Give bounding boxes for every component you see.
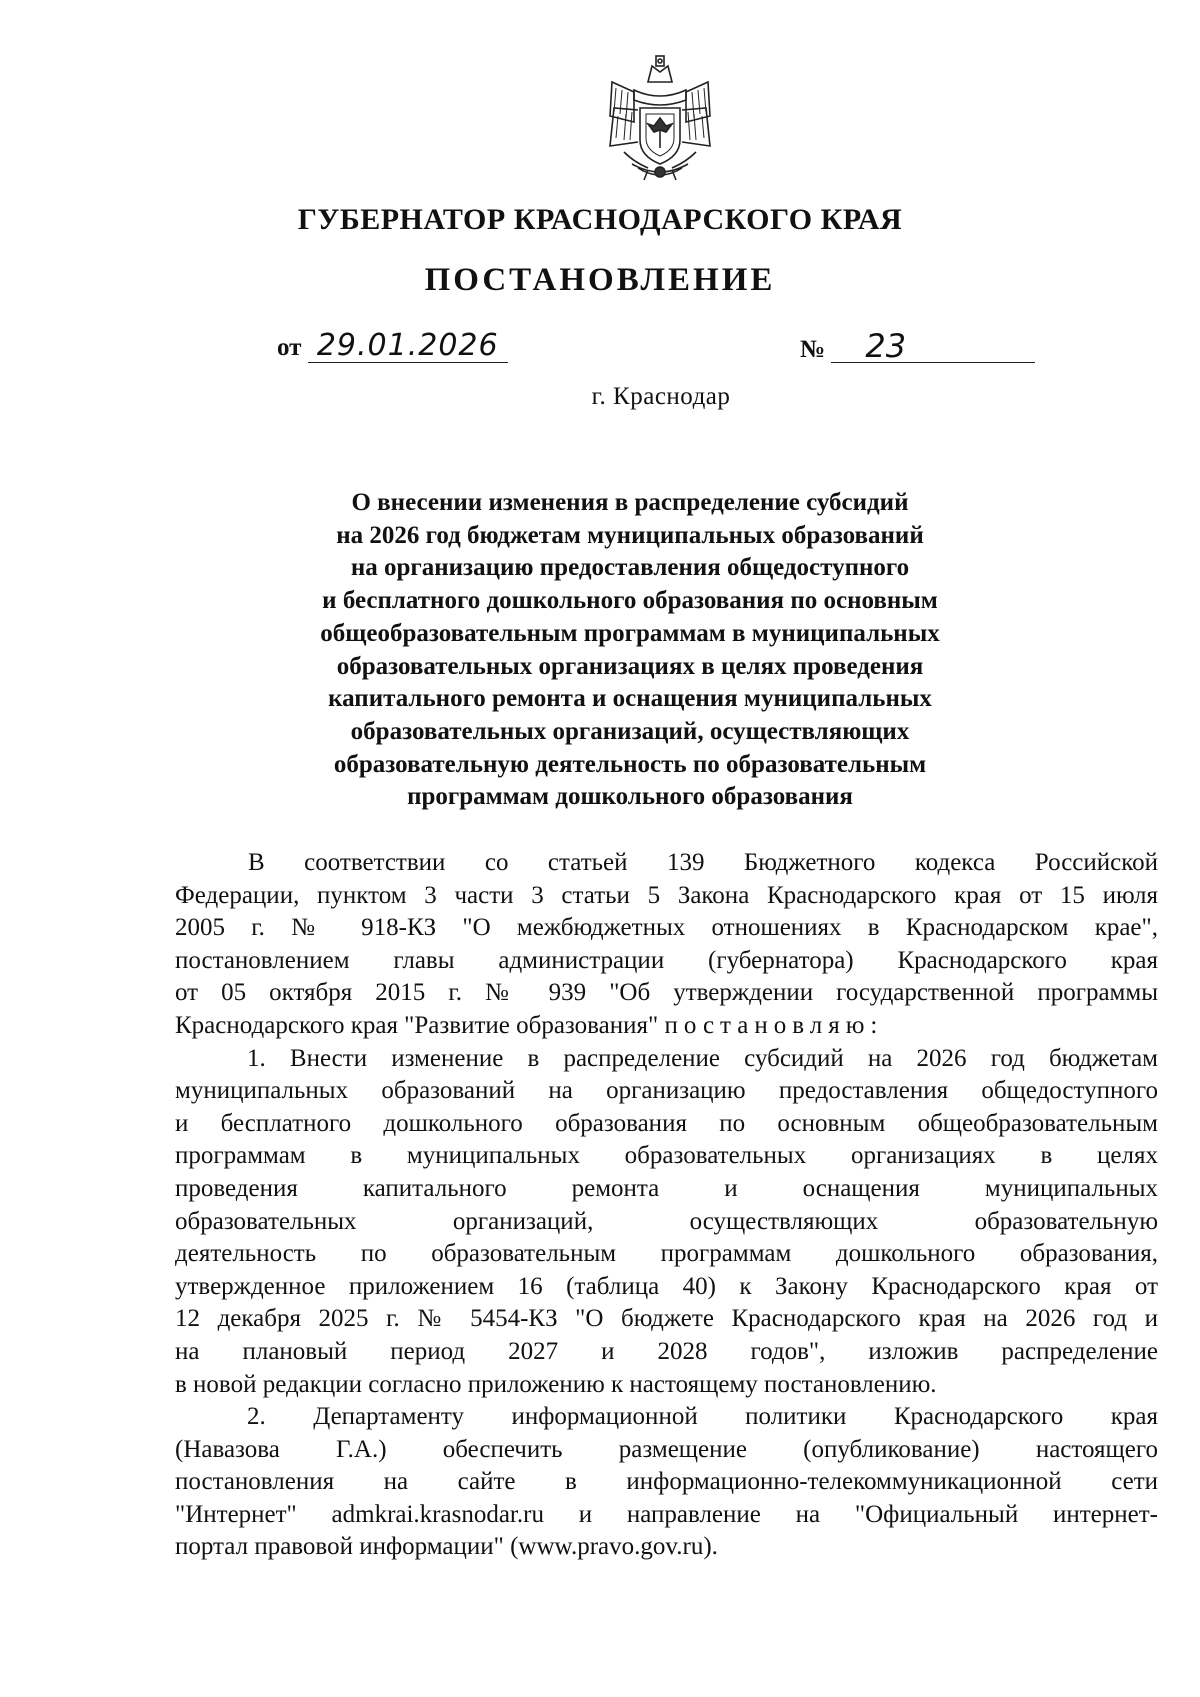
body-line: "Интернет" admkrai.krasnodar.ru и направление на "Официальный интернет- bbox=[175, 1500, 1158, 1528]
document-body bbox=[175, 847, 1158, 1564]
city-label: г. Краснодар bbox=[591, 383, 731, 410]
body-line-text: Краснодарского края "Развитие образования" bbox=[175, 1011, 659, 1039]
body-line: от 05 октября 2015 г. № 939 "Об утверждении государственной программы bbox=[175, 979, 1158, 1007]
body-line: портал правовой информации" (www.pravo.gov.ru). bbox=[175, 1533, 718, 1561]
document-title bbox=[230, 487, 1030, 814]
body-line: 12 декабря 2025 г. № 5454-КЗ "О бюджете Краснодарского края на 2026 год и bbox=[175, 1305, 1158, 1333]
body-line: программам в муниципальных образовательных организациях в целях bbox=[175, 1142, 1158, 1170]
body-line: 2. Департаменту информационной политики Краснодарского края bbox=[247, 1403, 1158, 1431]
body-line: и бесплатного дошкольного образования по основным общеобразовательным bbox=[175, 1109, 1158, 1137]
body-line: образовательных организаций, осуществляющих образовательную bbox=[175, 1207, 1158, 1235]
body-line: В соответствии со статьей 139 Бюджетного кодекса Российской bbox=[248, 849, 1158, 876]
body-line: постановления на сайте в информационно-телекоммуникационной сети bbox=[175, 1468, 1158, 1496]
title-line: О внесении изменения в распределение субсидий bbox=[351, 489, 909, 516]
body-line: в новой редакции согласно приложению к настоящему постановлению. bbox=[175, 1370, 937, 1398]
body-line-with-decree bbox=[175, 1010, 1158, 1043]
date-prefix: от bbox=[277, 334, 302, 361]
body-line: 2005 г. № 918-КЗ "О межбюджетных отношениях в Краснодарском крае", bbox=[175, 914, 1158, 942]
body-line: утвержденное приложением 16 (таблица 40) к Закону Краснодарского края от bbox=[175, 1272, 1158, 1300]
coat-of-arms-icon bbox=[604, 52, 716, 184]
date-value: 29.01.2026 bbox=[308, 330, 508, 363]
title-line: капитального ремонта и оснащения муниципальных bbox=[328, 685, 932, 713]
decree-word: постановляю: bbox=[664, 1011, 884, 1039]
body-line: (Навазова Г.А.) обеспечить размещение (опубликование) настоящего bbox=[175, 1435, 1158, 1463]
body-line: муниципальных образований на организацию предоставления общедоступного bbox=[175, 1077, 1158, 1105]
body-line: Федерации, пунктом 3 части 3 статьи 5 Закона Краснодарского края от 15 июля bbox=[175, 881, 1158, 909]
title-line: на 2026 год бюджетам муниципальных образований bbox=[336, 521, 924, 549]
body-line: проведения капитального ремонта и оснащения муниципальных bbox=[175, 1174, 1158, 1202]
document-type-heading: ПОСТАНОВЛЕНИЕ bbox=[424, 262, 776, 298]
number-prefix: № bbox=[800, 336, 826, 363]
number-value: 23 bbox=[831, 330, 1035, 363]
title-line: образовательную деятельность по образовательным bbox=[333, 750, 927, 778]
date-field bbox=[277, 330, 508, 363]
title-line: и бесплатного дошкольного образования по основным bbox=[322, 587, 938, 615]
title-line: образовательных организаций, осуществляющих bbox=[350, 717, 910, 745]
title-line: общеобразовательным программам в муниципальных bbox=[320, 619, 940, 647]
number-field bbox=[800, 327, 1035, 365]
title-line: на организацию предоставления общедоступного bbox=[350, 554, 910, 582]
body-line: деятельность по образовательным программам дошкольного образования, bbox=[175, 1240, 1158, 1268]
body-line: на плановый период 2027 и 2028 годов", изложив распределение bbox=[175, 1337, 1158, 1365]
title-line: образовательных организациях в целях проведения bbox=[336, 652, 924, 680]
body-line: постановлением главы администрации (губернатора) Краснодарского края bbox=[175, 946, 1158, 974]
title-line: программам дошкольного образования bbox=[407, 783, 853, 811]
issuer-heading: ГУБЕРНАТОР КРАСНОДАРСКОГО КРАЯ bbox=[297, 203, 903, 236]
body-line: 1. Внести изменение в распределение субсидий на 2026 год бюджетам bbox=[247, 1044, 1158, 1072]
